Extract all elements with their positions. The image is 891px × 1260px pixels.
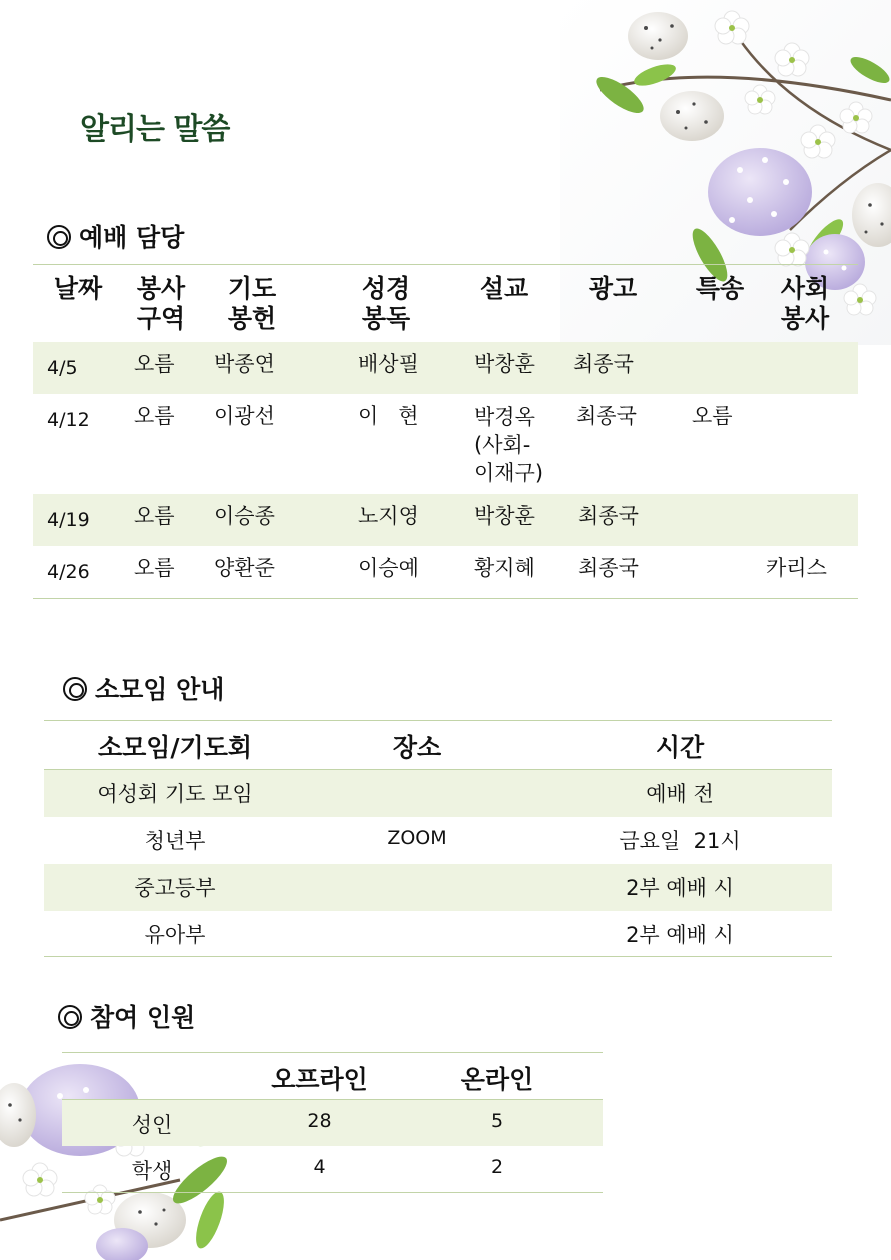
- cell-offline: 28: [307, 1110, 332, 1132]
- cell-group: 중고등부: [134, 876, 216, 900]
- cell-host: 카리스: [766, 556, 827, 580]
- col-header-time: 시간: [655, 733, 705, 762]
- col-header-area: 봉사 구역: [136, 274, 186, 333]
- col-header-prayer: 기도 봉헌: [227, 274, 277, 333]
- cell-date: 4/19: [47, 509, 90, 531]
- cell-place: ZOOM: [387, 827, 447, 849]
- cell-offline: 4: [313, 1156, 326, 1178]
- cell-online: 2: [490, 1156, 504, 1178]
- table-row: [33, 546, 858, 598]
- cell-prayer: 이승종: [214, 504, 275, 528]
- table-rule: [44, 956, 832, 957]
- cell-label: 성인: [131, 1113, 173, 1137]
- table-rule: [33, 598, 858, 599]
- cell-area: 오름: [134, 504, 175, 528]
- cell-time: 예배 전: [646, 782, 714, 806]
- col-header-place: 장소: [392, 733, 442, 762]
- cell-time: 2부 예배 시: [626, 923, 734, 947]
- cell-sermon: 박창훈: [474, 504, 535, 528]
- cell-date: 4/26: [47, 561, 90, 583]
- table-rule: [33, 264, 858, 265]
- table-row: [44, 911, 832, 958]
- cell-group: 여성회 기도 모임: [97, 782, 253, 806]
- cell-sermon: 박경옥 (사회- 이재구): [474, 405, 544, 485]
- cell-reading: 배상필: [358, 352, 419, 376]
- col-header-group: 소모임/기도회: [97, 733, 253, 762]
- cell-prayer: 박종연: [214, 352, 275, 376]
- table-row: [44, 864, 832, 911]
- section-title-groups-text: 소모임 안내: [95, 675, 225, 704]
- cell-prayer: 양환준: [214, 556, 275, 580]
- col-header-date: 날짜: [53, 274, 103, 303]
- cell-area: 오름: [134, 352, 175, 376]
- col-header-offline: 오프라인: [271, 1065, 368, 1094]
- double-circle-icon: [58, 1005, 82, 1029]
- section-title-attendance-text: 참여 인원: [90, 1003, 196, 1032]
- table-row: [62, 1146, 603, 1192]
- cell-label: 학생: [131, 1159, 173, 1183]
- cell-notice: 최종국: [578, 556, 639, 580]
- table-row: [33, 394, 858, 494]
- cell-date: 4/5: [47, 357, 78, 379]
- cell-prayer: 이광선: [214, 404, 275, 428]
- table-row: [33, 494, 858, 546]
- section-title-attendance: [58, 998, 195, 1034]
- table-rule: [44, 720, 832, 721]
- cell-group: 유아부: [144, 923, 206, 947]
- table-row: [44, 770, 832, 817]
- col-header-special: 특송: [695, 274, 745, 303]
- double-circle-icon: [47, 225, 71, 249]
- cell-online: 5: [490, 1110, 504, 1132]
- cell-group: 청년부: [144, 829, 206, 853]
- col-header-notice: 광고: [588, 274, 638, 303]
- col-header-online: 온라인: [460, 1065, 534, 1094]
- cell-time: 2부 예배 시: [626, 876, 734, 900]
- cell-notice: 최종국: [578, 504, 639, 528]
- section-title-duty-text: 예배 담당: [79, 223, 185, 252]
- double-circle-icon: [63, 677, 87, 701]
- col-header-host: 사회 봉사: [780, 274, 830, 333]
- table-rule: [62, 1052, 603, 1053]
- table-row: [44, 817, 832, 864]
- cell-reading: 이승예: [358, 556, 419, 580]
- cell-area: 오름: [134, 556, 175, 580]
- cell-sermon: 박창훈: [474, 352, 535, 376]
- col-header-reading: 성경 봉독: [361, 274, 411, 333]
- page-title: 알리는 말씀: [80, 112, 230, 147]
- cell-sermon: 황지혜: [474, 556, 535, 580]
- col-header-sermon: 설교: [479, 274, 529, 303]
- table-row: [62, 1100, 603, 1146]
- section-title-groups: [63, 670, 224, 706]
- section-title-duty: [47, 218, 184, 254]
- cell-reading: 노지영: [358, 504, 419, 528]
- cell-notice: 최종국: [576, 404, 637, 428]
- table-row: [33, 342, 858, 394]
- cell-notice: 최종국: [573, 352, 634, 376]
- cell-area: 오름: [134, 404, 175, 428]
- cell-time: 금요일 21시: [619, 829, 741, 853]
- table-rule: [62, 1192, 603, 1193]
- cell-reading: 이 현: [358, 404, 419, 428]
- cell-special: 오름: [692, 404, 733, 428]
- cell-date: 4/12: [47, 409, 90, 431]
